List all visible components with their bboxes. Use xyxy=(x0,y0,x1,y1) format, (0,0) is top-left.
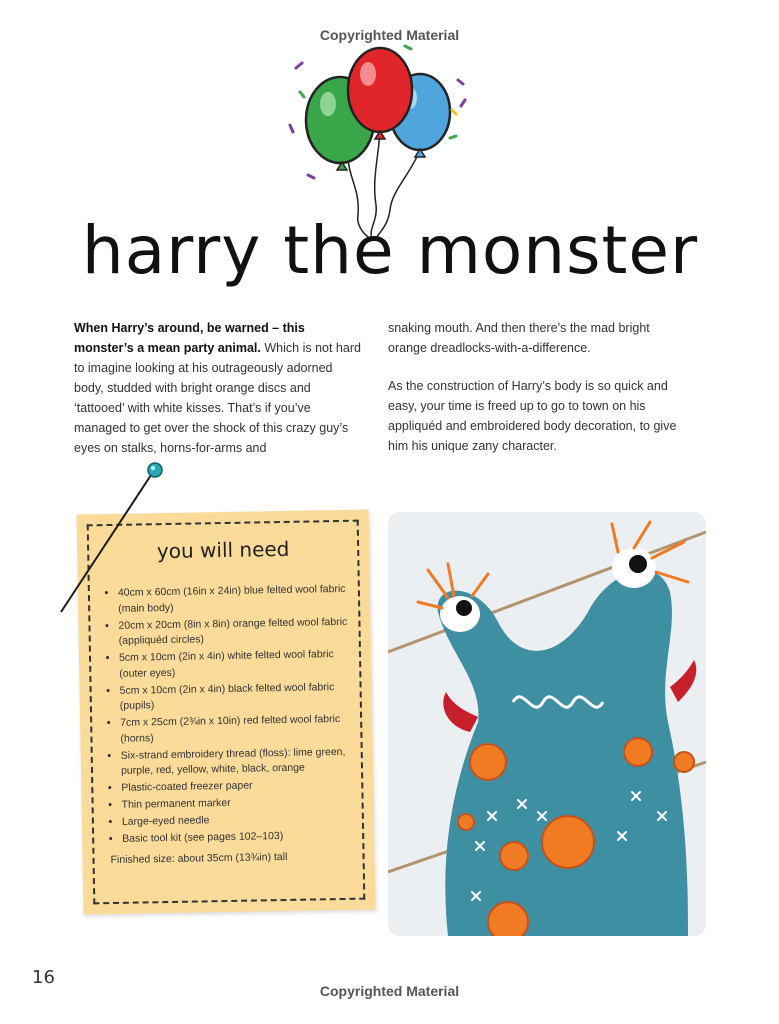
list-item: • Large-eyed needle xyxy=(122,811,362,831)
list-item: • Basic tool kit (see pages 102–103) xyxy=(122,828,362,848)
pin-icon xyxy=(55,460,175,620)
page-title: harry the monster xyxy=(81,212,699,289)
list-item: • 5cm x 10cm (2in x 4in) white felted wool fabric (outer eyes) xyxy=(119,647,360,682)
intro-left-body: Which is not hard to imagine looking at his outrageously adorned body, studded with bright orange discs and ‘tattooed’ with white kisses. That’s if you’ve managed to get over the shock of this crazy guy’s eyes on stalks, horns-for-arms and xyxy=(74,341,361,455)
list-item: • Thin permanent marker xyxy=(121,794,361,814)
list-item: • 5cm x 10cm (2in x 4in) black felted wool fabric (pupils) xyxy=(119,679,360,714)
list-item: • Six-strand embroidery thread (floss): lime green, purple, red, yellow, white, black, orange xyxy=(121,744,362,779)
copyright-header: Copyrighted Material xyxy=(319,27,460,43)
list-item: • 40cm x 60cm (16in x 24in) blue felted wool fabric (main body) xyxy=(118,582,359,617)
intro-lead: When Harry’s around, be warned – this monster’s a mean party animal. xyxy=(74,321,305,355)
balloons-illustration xyxy=(280,40,480,240)
list-item: • Plastic-coated freezer paper xyxy=(121,777,361,797)
list-item: • 20cm x 20cm (8in x 8in) orange felted wool fabric (appliquéd circles) xyxy=(118,614,359,649)
intro-right-paragraph-1: snaking mouth. And then there’s the mad bright orange dreadlocks-with-a-difference. xyxy=(388,321,650,355)
intro-right-paragraph-2: As the construction of Harry’s body is so quick and easy, your time is freed up to go to town on his appliquéd and embroidered body decoration, to give him his unique zany character. xyxy=(388,379,677,453)
copyright-footer: Copyrighted Material xyxy=(319,983,460,999)
monster-photo xyxy=(388,512,706,936)
page-number: 16 xyxy=(32,967,55,988)
intro-column-right xyxy=(388,318,688,456)
finished-size: Finished size: about 35cm (13¾in) tall xyxy=(110,850,288,867)
intro-column-left xyxy=(74,318,364,458)
you-will-need-heading: you will need xyxy=(156,536,290,564)
materials-list xyxy=(102,582,363,849)
list-item: • 7cm x 25cm (2¾in x 10in) red felted wool fabric (horns) xyxy=(120,712,361,747)
